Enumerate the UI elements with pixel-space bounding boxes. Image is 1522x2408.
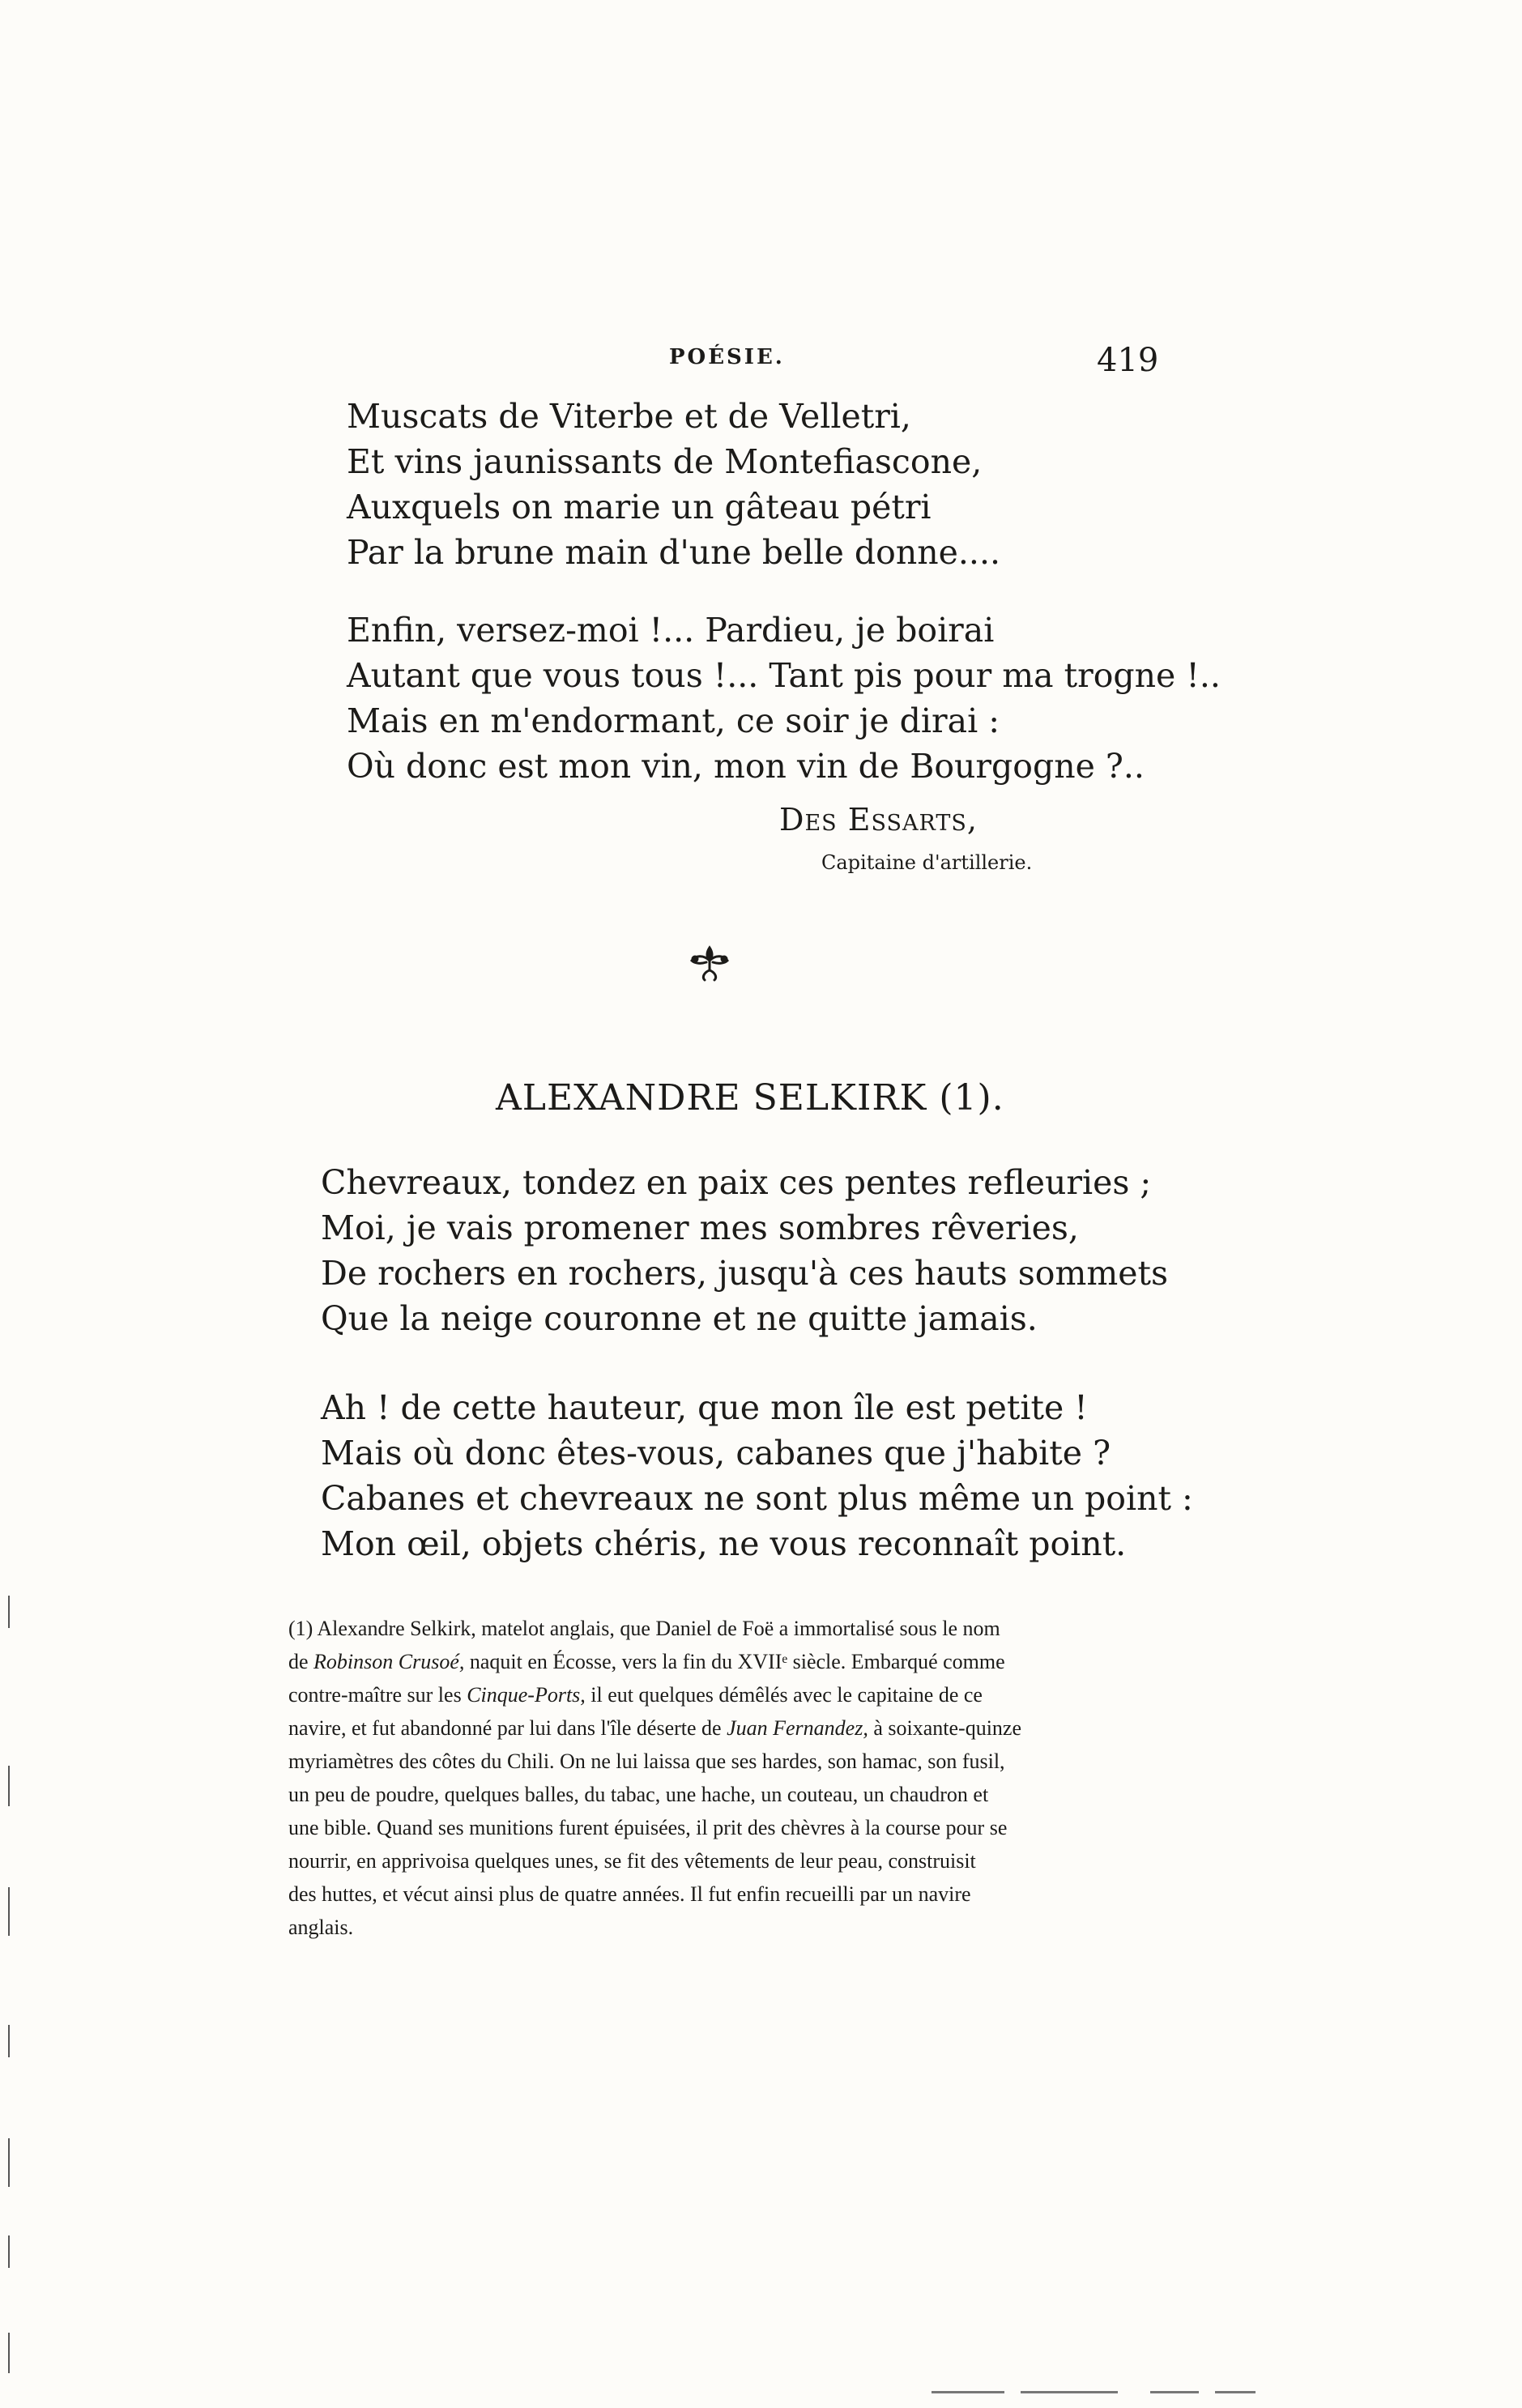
verse-line: Muscats de Viterbe et de Velletri,: [347, 397, 911, 436]
footnote-line: myriamètres des côtes du Chili. On ne lui laissa que ses hardes, son hamac, son fusil,: [288, 1750, 1005, 1773]
verse-line: Cabanes et chevreaux ne sont plus même un point :: [321, 1479, 1193, 1518]
scan-mark: [8, 2235, 10, 2268]
verse-line: Autant que vous tous !... Tant pis pour ma trogne !..: [347, 656, 1221, 695]
footnote-line: nourrir, en apprivoisa quelques unes, se fit des vêtements de leur peau, construisit: [288, 1849, 976, 1873]
footnote: [288, 1612, 1163, 1944]
footnote-line: (1) Alexandre Selkirk, matelot anglais, que Daniel de Foë a immortalisé sous le nom: [288, 1617, 1000, 1640]
scan-mark: [1150, 2391, 1199, 2393]
footnote-italic: Juan Fernandez,: [727, 1716, 868, 1740]
footnote-line: une bible. Quand ses munitions furent épuisées, il prit des chèvres à la course pour se: [288, 1816, 1008, 1839]
footnote-line: [288, 1678, 1163, 1711]
author-title: Capitaine d'artillerie.: [821, 851, 1033, 874]
poem2-stanza1: [321, 1160, 1168, 1341]
verse-line: Que la neige couronne et ne quitte jamais.: [321, 1299, 1038, 1338]
footnote-text: il eut quelques démêlés avec le capitaine de ce: [585, 1683, 983, 1707]
footnote-text: à soixante-quinze: [868, 1716, 1021, 1740]
verse-line: De rochers en rochers, jusqu'à ces hauts sommets: [321, 1254, 1169, 1293]
scan-mark: [1215, 2391, 1256, 2393]
verse-line: Et vins jaunissants de Montefiascone,: [347, 442, 983, 481]
verse-line: Où donc est mon vin, mon vin de Bourgogne ?..: [347, 747, 1145, 786]
scan-mark: [8, 2138, 10, 2187]
scan-mark: [8, 1596, 10, 1628]
verse-line: Enfin, versez-moi !... Pardieu, je boirai: [347, 611, 995, 650]
scan-mark: [8, 2333, 10, 2373]
verse-line: Moi, je vais promener mes sombres rêveries,: [321, 1208, 1079, 1247]
page-number: 419: [1097, 342, 1159, 379]
footnote-line: [288, 1645, 1163, 1678]
verse-line: Mais en m'endormant, ce soir je dirai :: [347, 701, 1000, 740]
verse-line: Par la brune main d'une belle donne....: [347, 533, 1001, 572]
running-header: POÉSIE.: [669, 345, 785, 369]
poem2-stanza2: [321, 1385, 1193, 1566]
poem-title: ALEXANDRE SELKIRK (1).: [496, 1077, 1004, 1119]
verse-line: Auxquels on marie un gâteau pétri: [347, 488, 932, 526]
verse-line: Ah ! de cette hauteur, que mon île est petite !: [321, 1388, 1088, 1427]
footnote-italic: Robinson Crusoé,: [313, 1650, 465, 1673]
footnote-text: navire, et fut abandonné par lui dans l'île déserte de: [288, 1716, 727, 1740]
author-signature: Des Essarts,: [779, 802, 978, 837]
fleuron-icon: [687, 943, 732, 985]
scan-mark: [1021, 2391, 1118, 2393]
footnote-text: naquit en Écosse, vers la fin du XVIIᵉ siècle. Embarqué comme: [464, 1650, 1005, 1673]
verse-line: Chevreaux, tondez en paix ces pentes refleuries ;: [321, 1163, 1152, 1202]
poem1-stanza2: [347, 607, 1221, 789]
scan-mark: [932, 2391, 1004, 2393]
footnote-italic: Cinque-Ports,: [467, 1683, 586, 1707]
scan-mark: [8, 1766, 10, 1806]
scan-mark: [8, 1887, 10, 1936]
verse-line: Mais où donc êtes-vous, cabanes que j'habite ?: [321, 1434, 1111, 1473]
verse-line: Mon œil, objets chéris, ne vous reconnaît point.: [321, 1524, 1127, 1563]
footnote-line: [288, 1711, 1163, 1745]
footnote-line: anglais.: [288, 1916, 354, 1939]
footnote-line: un peu de poudre, quelques balles, du tabac, une hache, un couteau, un chaudron et: [288, 1783, 989, 1806]
footnote-text: contre-maître sur les: [288, 1683, 467, 1707]
footnote-text: de: [288, 1650, 314, 1673]
scan-mark: [8, 2025, 10, 2057]
footnote-line: des huttes, et vécut ainsi plus de quatre années. Il fut enfin recueilli par un navire: [288, 1882, 971, 1906]
poem1-stanza1: [347, 394, 1000, 575]
